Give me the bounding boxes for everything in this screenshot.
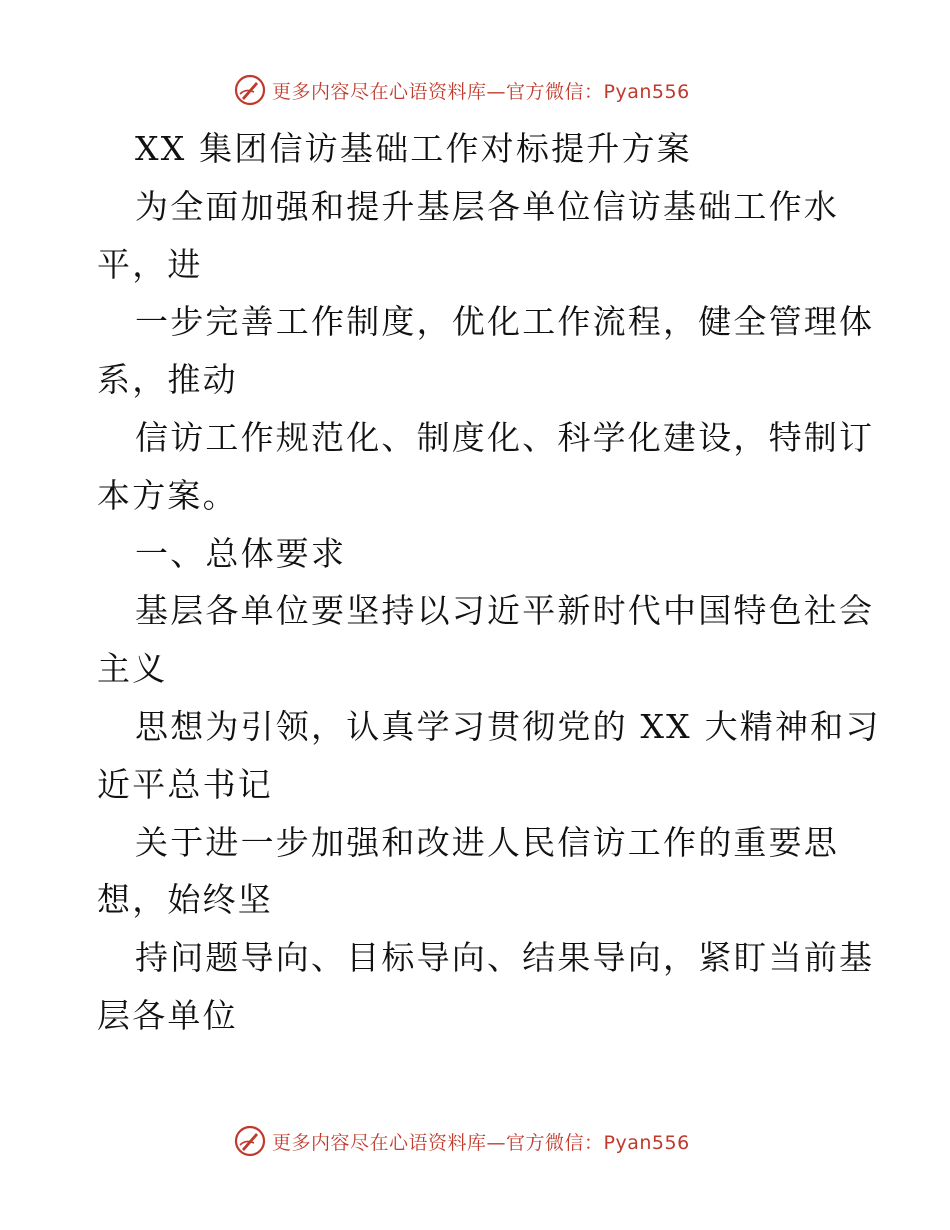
paragraph-line: 一步完善工作制度，优化工作流程，健全管理体 [135, 302, 875, 342]
document-title: XX 集团信访基础工作对标提升方案 [135, 129, 692, 168]
footer-banner-text: 更多内容尽在心语资料库—官方微信：Pyan556 [272, 1131, 690, 1154]
paragraph-line: 为全面加强和提升基层各单位信访基础工作水 [135, 186, 839, 226]
paragraph-line: 近平总书记 [97, 764, 273, 804]
header-watermark-banner [234, 73, 690, 107]
paragraph-line: 本方案。 [97, 475, 238, 515]
paragraph-line: 想，始终坚 [97, 880, 273, 920]
footer-watermark-banner [234, 1124, 690, 1158]
paragraph-line: 系，推动 [97, 360, 238, 400]
paragraph-line: 思想为引领，认真学习贯彻党的 XX 大精神和习 [135, 706, 881, 746]
paragraph-line: 信访工作规范化、制度化、科学化建设，特制订 [135, 417, 875, 457]
paragraph-line: 持问题导向、目标导向、结果导向，紧盯当前基 [135, 938, 875, 978]
paragraph-line: 基层各单位要坚持以习近平新时代中国特色社会 [135, 591, 875, 631]
paragraph-line: 关于进一步加强和改进人民信访工作的重要思 [135, 822, 839, 862]
paragraph-line: 平，进 [97, 244, 203, 284]
paragraph-line: 主义 [97, 649, 168, 689]
document-body [97, 120, 881, 1045]
paragraph-line: 层各单位 [97, 995, 238, 1035]
header-banner-text: 更多内容尽在心语资料库—官方微信：Pyan556 [272, 80, 690, 103]
section-heading: 一、总体要求 [135, 533, 347, 573]
quill-logo-icon [234, 74, 266, 106]
quill-logo-icon [234, 1125, 266, 1157]
